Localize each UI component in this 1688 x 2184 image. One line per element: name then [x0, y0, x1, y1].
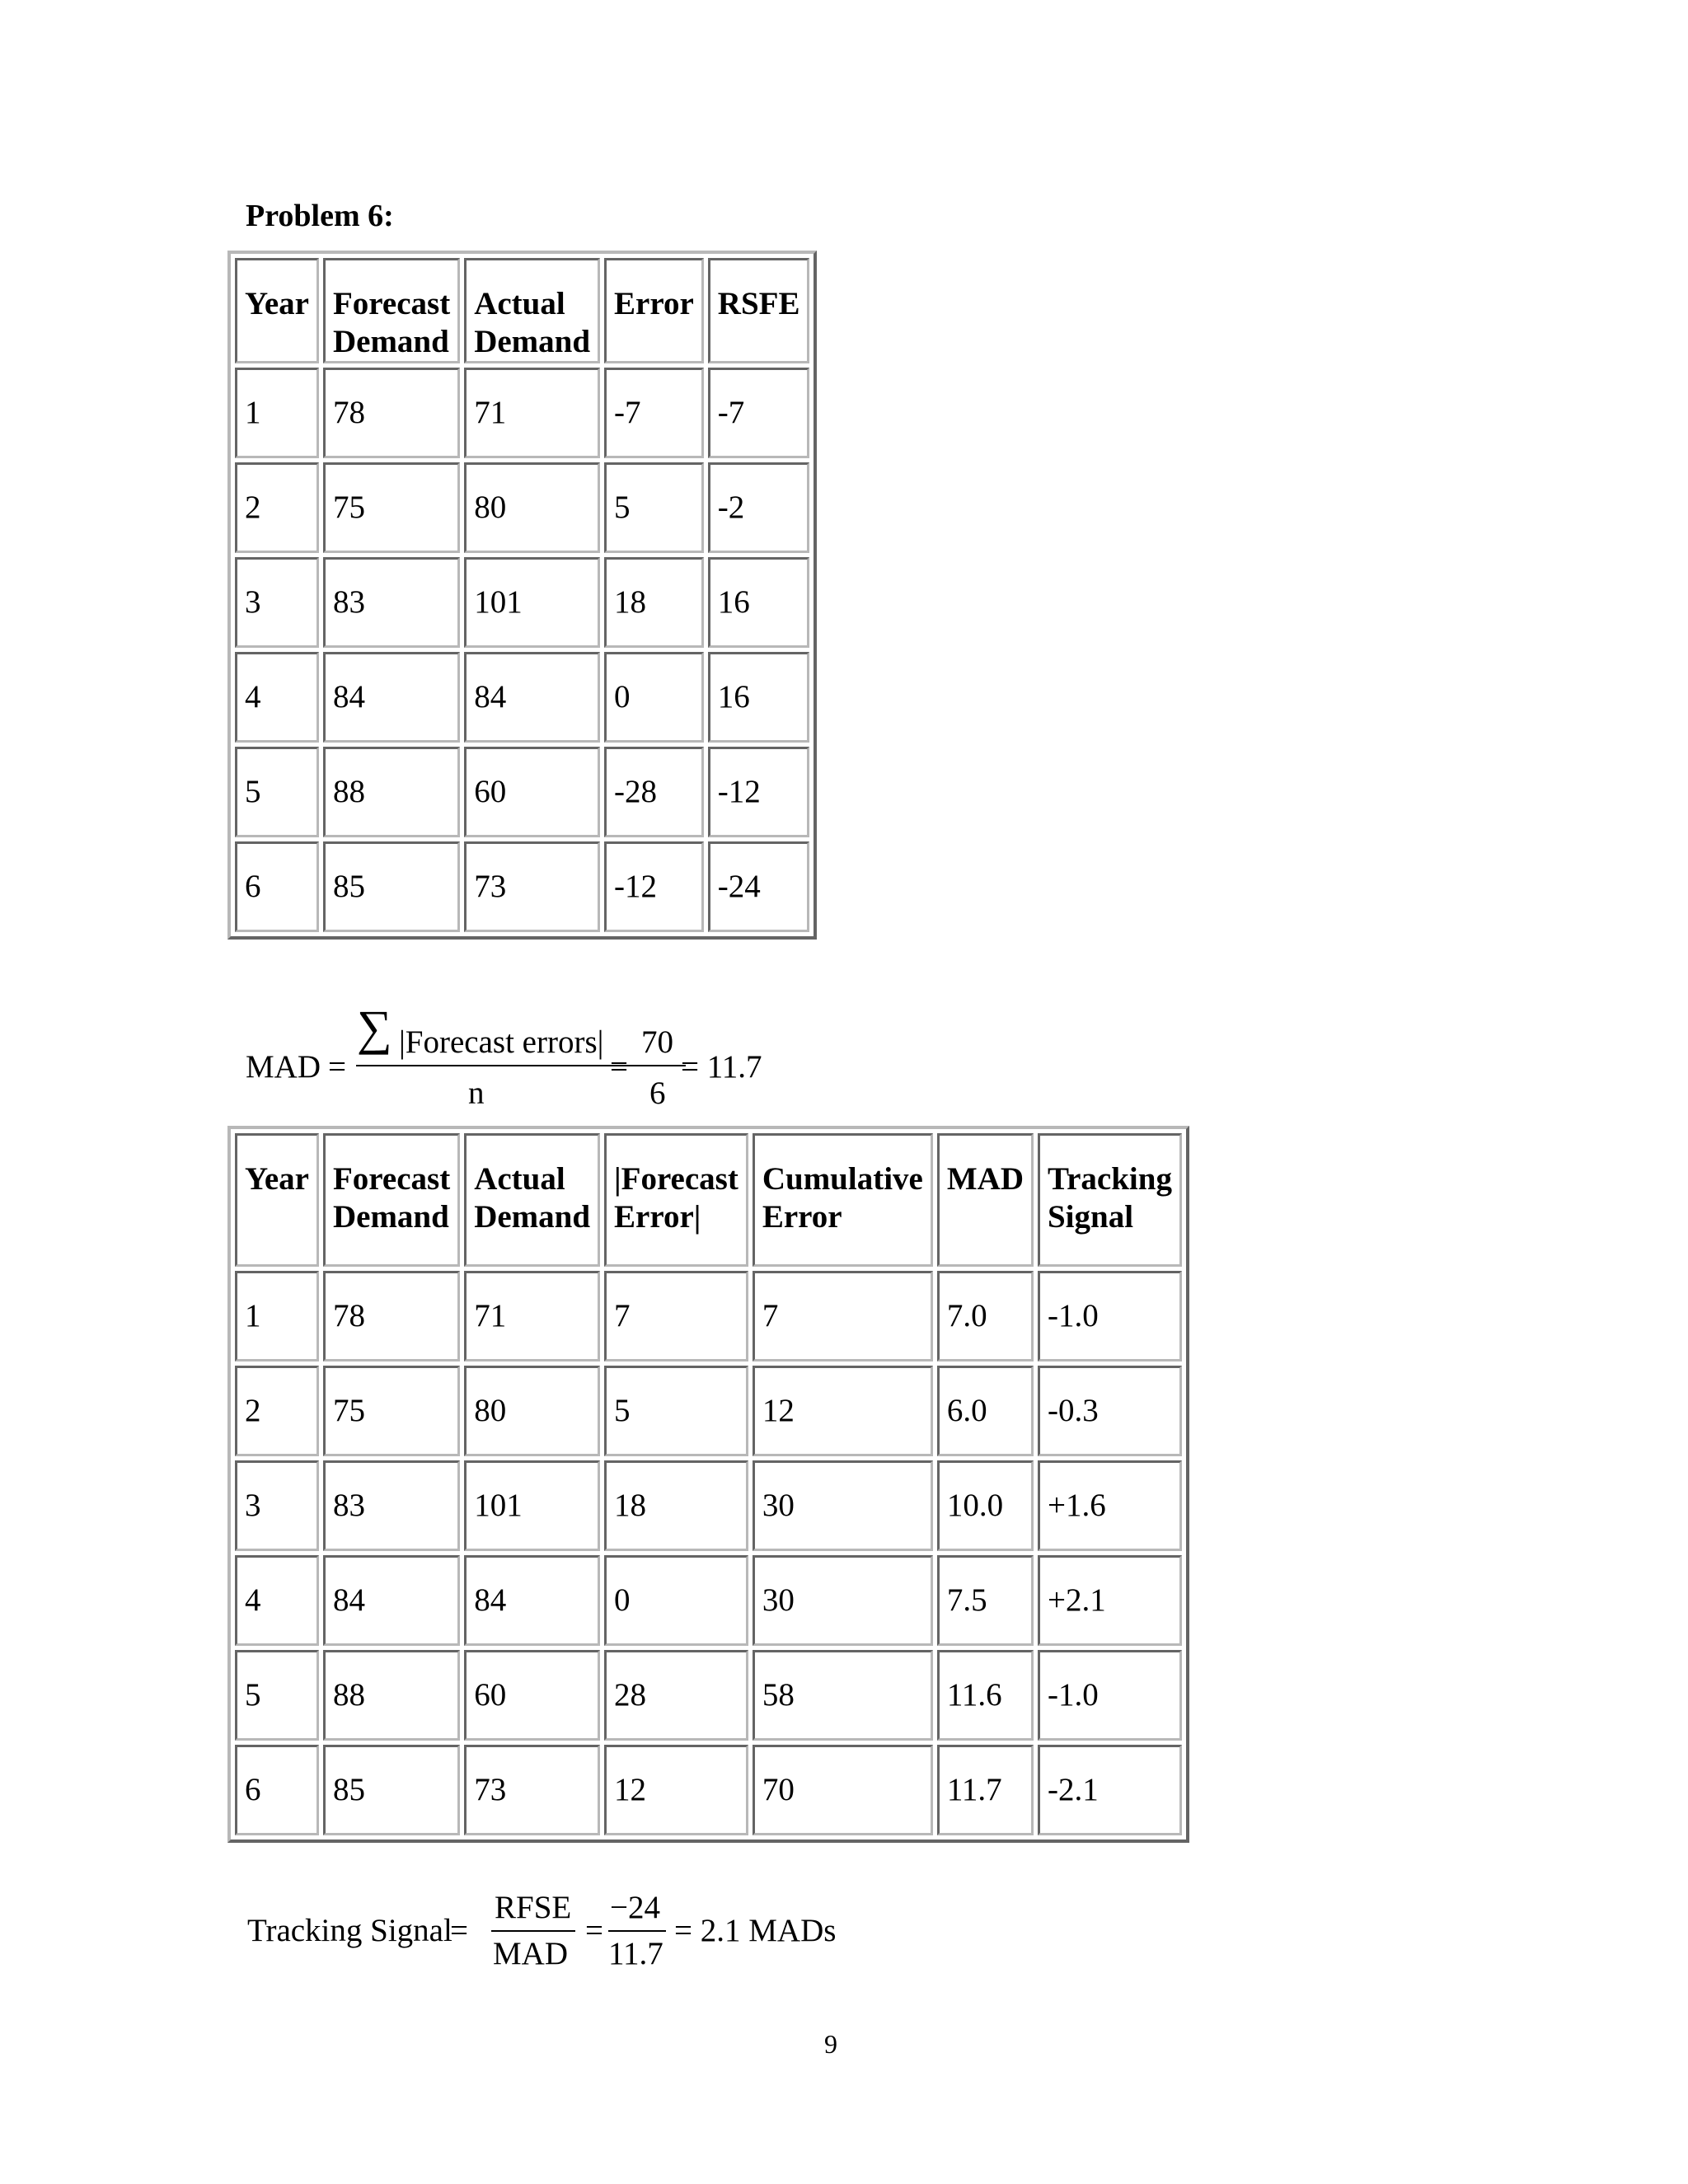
table-header-row — [235, 1133, 1182, 1267]
table-cell: 73 — [464, 841, 600, 932]
table-cell: 71 — [464, 368, 600, 458]
equals-sign: = — [610, 1049, 628, 1085]
table-cell: 85 — [323, 841, 460, 932]
table-cell: 80 — [464, 462, 600, 553]
mad-value-numerator: 70 — [641, 1024, 673, 1060]
fraction-bar — [640, 1065, 676, 1066]
col-mad-header: MAD — [937, 1133, 1034, 1267]
col-abs-error-header: |Forecast Error| — [604, 1133, 748, 1267]
mad-result: = 11.7 — [681, 1049, 762, 1085]
table-cell: 3 — [235, 1460, 319, 1551]
table-row — [235, 1271, 1182, 1361]
equals-sign: = — [450, 1913, 468, 1948]
mad-denominator: MAD — [493, 1936, 569, 1971]
table-row — [235, 1460, 1182, 1551]
table-cell: -0.3 — [1038, 1366, 1182, 1456]
table-row — [235, 1650, 1182, 1741]
table-cell: 12 — [604, 1745, 748, 1835]
table-cell: 75 — [323, 462, 460, 553]
table-cell: 101 — [464, 557, 600, 648]
table-cell: 84 — [323, 652, 460, 743]
table-header-row — [235, 258, 809, 363]
table-cell: 84 — [464, 652, 600, 743]
table-cell: 7.5 — [937, 1555, 1034, 1646]
table-cell: 28 — [604, 1650, 748, 1741]
table-cell: 71 — [464, 1271, 600, 1361]
table-row — [235, 368, 809, 458]
table-cell: 0 — [604, 1555, 748, 1646]
table-cell: 0 — [604, 652, 704, 743]
table-cell: 101 — [464, 1460, 600, 1551]
table-cell: 6 — [235, 1745, 319, 1835]
table-cell: 83 — [323, 557, 460, 648]
table-cell: 16 — [708, 652, 810, 743]
table-cell: 30 — [753, 1460, 933, 1551]
table-cell: -1.0 — [1038, 1650, 1182, 1741]
table-cell: 11.7 — [937, 1745, 1034, 1835]
table-cell: 85 — [323, 1745, 460, 1835]
mad-label: MAD — [246, 1049, 321, 1085]
value-denominator: 11.7 — [608, 1936, 663, 1971]
fraction-bar — [491, 1930, 575, 1932]
table-cell: 7.0 — [937, 1271, 1034, 1361]
table-cell: 5 — [604, 462, 704, 553]
table-cell: 5 — [604, 1366, 748, 1456]
col-year-header: Year — [235, 1133, 319, 1267]
col-forecast-header: Forecast Demand — [323, 1133, 460, 1267]
table-cell: 4 — [235, 1555, 319, 1646]
table-cell: -1.0 — [1038, 1271, 1182, 1361]
mad-value-denominator: 6 — [649, 1076, 666, 1111]
table-cell: 2 — [235, 462, 319, 553]
tracking-signal-label: Tracking Signal — [247, 1913, 452, 1948]
table-cell: 75 — [323, 1366, 460, 1456]
col-tracking-header: Tracking Signal — [1038, 1133, 1182, 1267]
table-row — [235, 1745, 1182, 1835]
table-cell: 30 — [753, 1555, 933, 1646]
table-cell: 70 — [753, 1745, 933, 1835]
table-cell: 84 — [323, 1555, 460, 1646]
table-cell: 5 — [235, 1650, 319, 1741]
equals-sign: = — [328, 1049, 346, 1085]
col-rsfe-header: RSFE — [708, 258, 810, 363]
table-cell: 1 — [235, 368, 319, 458]
table-row — [235, 1555, 1182, 1646]
fraction-bar — [356, 1065, 686, 1066]
mad-numerator: |Forecast errors| — [399, 1024, 604, 1060]
forecast-error-table — [227, 251, 817, 940]
table-cell: -24 — [708, 841, 810, 932]
col-forecast-header: Forecast Demand — [323, 258, 460, 363]
tracking-signal-table — [227, 1126, 1189, 1843]
table-cell: +2.1 — [1038, 1555, 1182, 1646]
table-cell: 16 — [708, 557, 810, 648]
table-row — [235, 841, 809, 932]
table-cell: 11.6 — [937, 1650, 1034, 1741]
table-row — [235, 557, 809, 648]
rfse-numerator: RFSE — [495, 1890, 572, 1925]
table-cell: 5 — [235, 747, 319, 837]
value-numerator: −24 — [610, 1890, 660, 1925]
fraction-bar — [608, 1930, 666, 1932]
col-actual-header: Actual Demand — [464, 1133, 600, 1267]
tracking-signal-result: = 2.1 MADs — [674, 1913, 837, 1948]
table-cell: -12 — [708, 747, 810, 837]
table-cell: 10.0 — [937, 1460, 1034, 1551]
col-error-header: Error — [604, 258, 704, 363]
table-cell: 4 — [235, 652, 319, 743]
table-cell: 60 — [464, 747, 600, 837]
table-cell: +1.6 — [1038, 1460, 1182, 1551]
tracking-signal-formula — [247, 1879, 874, 1986]
problem-heading: Problem 6: — [246, 199, 394, 233]
equals-sign: = — [585, 1913, 603, 1948]
table-cell: 58 — [753, 1650, 933, 1741]
table-cell: 7 — [604, 1271, 748, 1361]
table-cell: -7 — [604, 368, 704, 458]
table-cell: 3 — [235, 557, 319, 648]
table-row — [235, 462, 809, 553]
table-cell: 6 — [235, 841, 319, 932]
col-year-header: Year — [235, 258, 319, 363]
table-cell: 83 — [323, 1460, 460, 1551]
mad-formula — [246, 1001, 823, 1121]
table-row — [235, 747, 809, 837]
table-cell: 12 — [753, 1366, 933, 1456]
page-number: 9 — [824, 2029, 837, 2059]
table-cell: 18 — [604, 557, 704, 648]
table-cell: 7 — [753, 1271, 933, 1361]
sigma-symbol: ∑ — [357, 1001, 392, 1055]
table-cell: -12 — [604, 841, 704, 932]
table-row — [235, 1366, 1182, 1456]
table-cell: -28 — [604, 747, 704, 837]
table-cell: -2 — [708, 462, 810, 553]
table-cell: 73 — [464, 1745, 600, 1835]
table-cell: 88 — [323, 747, 460, 837]
col-actual-header: Actual Demand — [464, 258, 600, 363]
table-cell: 2 — [235, 1366, 319, 1456]
table-cell: 80 — [464, 1366, 600, 1456]
col-cumulative-header: Cumulative Error — [753, 1133, 933, 1267]
table-cell: 78 — [323, 1271, 460, 1361]
table-cell: 6.0 — [937, 1366, 1034, 1456]
table-cell: 88 — [323, 1650, 460, 1741]
table-row — [235, 652, 809, 743]
table-cell: 78 — [323, 368, 460, 458]
mad-denominator: n — [468, 1076, 485, 1111]
table-cell: 60 — [464, 1650, 600, 1741]
table-cell: -7 — [708, 368, 810, 458]
table-cell: 84 — [464, 1555, 600, 1646]
table-cell: 18 — [604, 1460, 748, 1551]
table-cell: -2.1 — [1038, 1745, 1182, 1835]
table-cell: 1 — [235, 1271, 319, 1361]
